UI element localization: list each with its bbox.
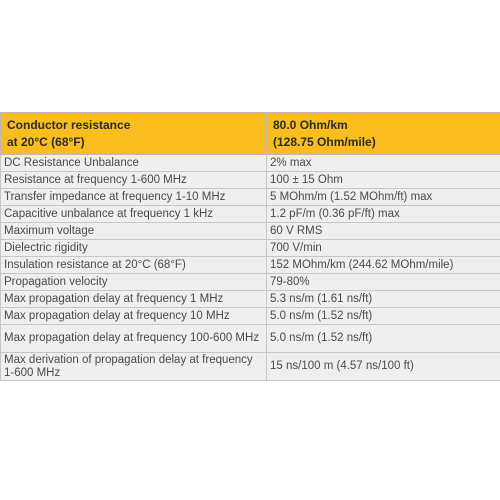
header-value-cell <box>267 113 500 155</box>
parameter-cell: Max propagation delay at frequency 10 MHz <box>1 308 267 325</box>
header-value-line2: (128.75 Ohm/mile) <box>273 134 376 149</box>
header-parameter-line2: at 20°C (68°F) <box>7 134 85 149</box>
table-row <box>1 172 500 189</box>
value-cell: 2% max <box>267 155 500 172</box>
table-row <box>1 189 500 206</box>
parameter-cell: Resistance at frequency 1-600 MHz <box>1 172 267 189</box>
table-row <box>1 274 500 291</box>
value-cell: 60 V RMS <box>267 223 500 240</box>
parameter-cell: Transfer impedance at frequency 1-10 MHz <box>1 189 267 206</box>
specifications-table <box>0 112 500 381</box>
parameter-cell: Dielectric rigidity <box>1 240 267 257</box>
parameter-cell: Maximum voltage <box>1 223 267 240</box>
table-row <box>1 223 500 240</box>
table-row <box>1 257 500 274</box>
header-value-line1: 80.0 Ohm/km <box>273 117 348 132</box>
parameter-cell: Propagation velocity <box>1 274 267 291</box>
parameter-cell: Max derivation of propagation delay at frequency 1-600 MHz <box>1 353 267 381</box>
table-row <box>1 325 500 353</box>
value-cell: 100 ± 15 Ohm <box>267 172 500 189</box>
parameter-cell: DC Resistance Unbalance <box>1 155 267 172</box>
value-cell: 5 MOhm/m (1.52 MOhm/ft) max <box>267 189 500 206</box>
parameter-cell: Capacitive unbalance at frequency 1 kHz <box>1 206 267 223</box>
value-cell: 152 MOhm/km (244.62 MOhm/mile) <box>267 257 500 274</box>
parameter-cell: Max propagation delay at frequency 100-600 MHz <box>1 325 267 353</box>
value-cell: 79-80% <box>267 274 500 291</box>
value-cell: 5.3 ns/m (1.61 ns/ft) <box>267 291 500 308</box>
parameter-cell: Max propagation delay at frequency 1 MHz <box>1 291 267 308</box>
value-cell: 15 ns/100 m (4.57 ns/100 ft) <box>267 353 500 381</box>
value-cell: 700 V/min <box>267 240 500 257</box>
parameter-cell: Insulation resistance at 20°C (68°F) <box>1 257 267 274</box>
value-cell: 5.0 ns/m (1.52 ns/ft) <box>267 308 500 325</box>
header-parameter-line1: Conductor resistance <box>7 117 131 132</box>
table-row <box>1 308 500 325</box>
table-row <box>1 353 500 381</box>
header-parameter-cell <box>1 113 267 155</box>
table-row <box>1 155 500 172</box>
table-row <box>1 206 500 223</box>
value-cell: 1.2 pF/m (0.36 pF/ft) max <box>267 206 500 223</box>
table-row <box>1 240 500 257</box>
table-row <box>1 291 500 308</box>
value-cell: 5.0 ns/m (1.52 ns/ft) <box>267 325 500 353</box>
table-header-row <box>1 113 500 155</box>
